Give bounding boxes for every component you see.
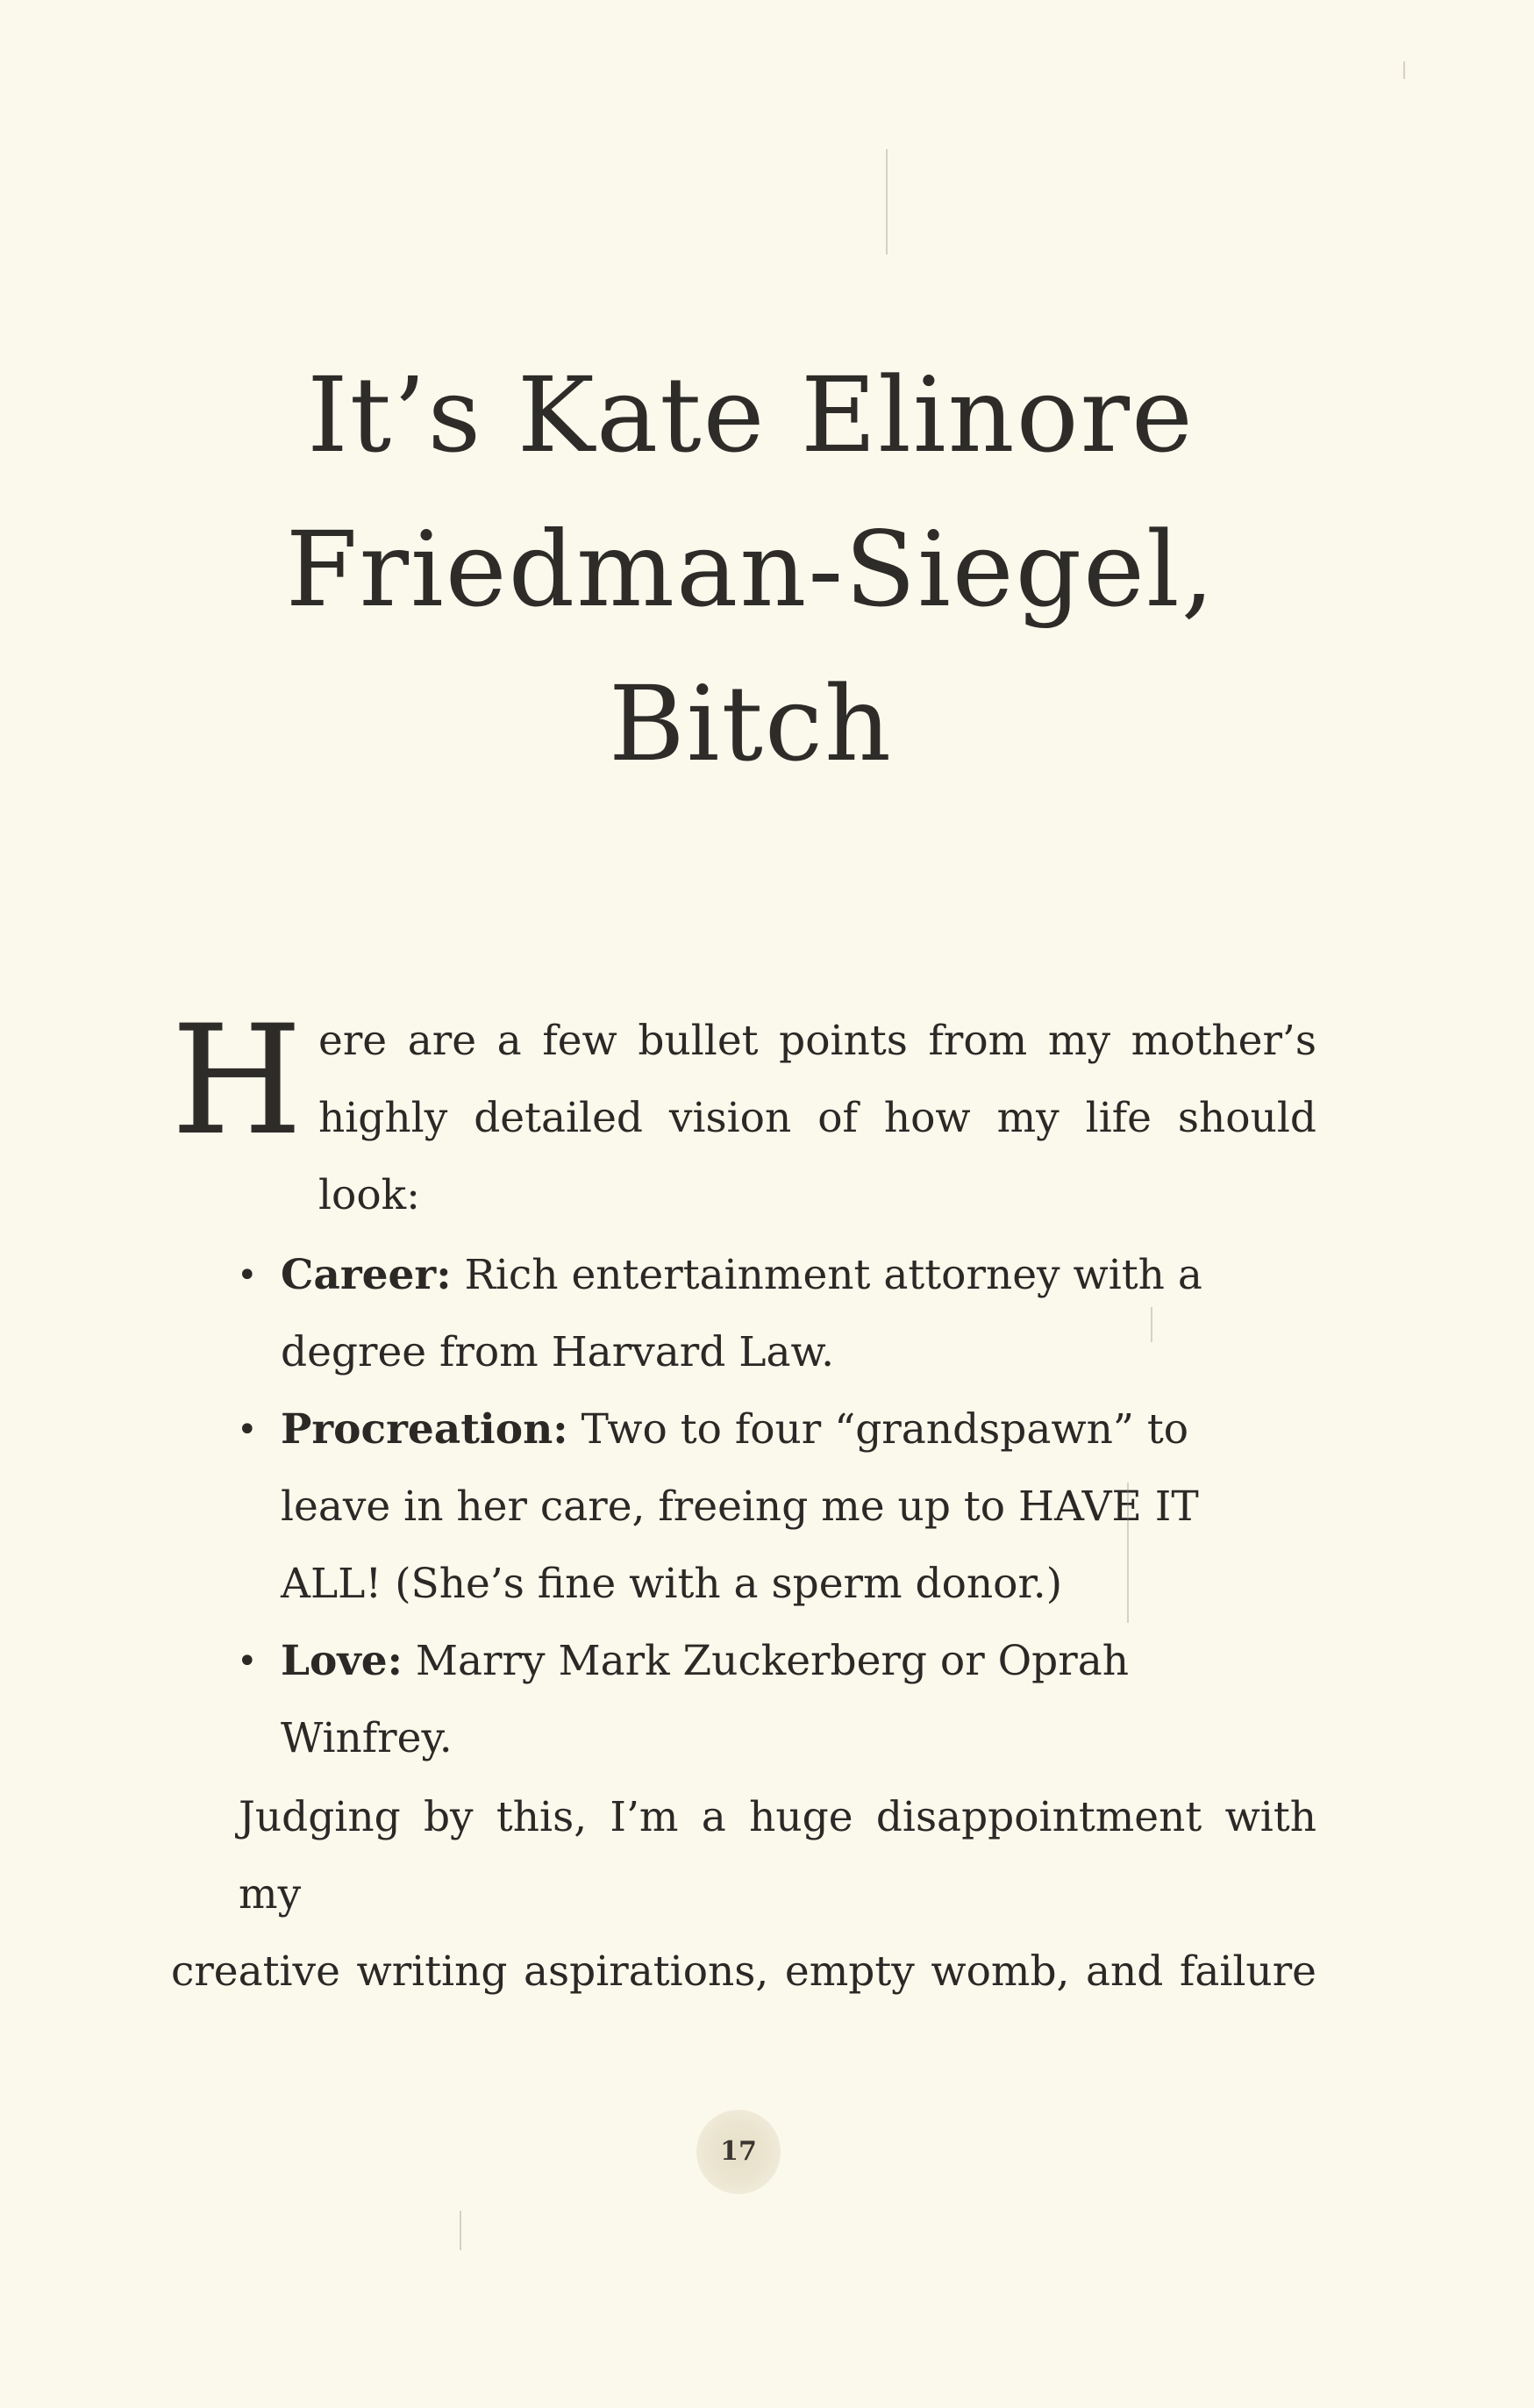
bullet-text: Rich entertainment attorney with a degree from Harvard Law. xyxy=(281,1251,1202,1376)
paper-speck xyxy=(886,149,888,254)
bullet-item-procreation xyxy=(237,1391,1254,1623)
intro-paragraph xyxy=(171,992,1316,1219)
paper-speck xyxy=(1403,61,1405,79)
bullet-text: Marry Mark Zuckerberg or Oprah Winfrey. xyxy=(281,1637,1129,1762)
bullet-item-love xyxy=(237,1623,1254,1777)
bullet-label: Love: xyxy=(281,1637,403,1685)
chapter-title-line: It’s Kate Elinore xyxy=(307,354,1195,475)
intro-line: ere are a few bullet points from my mother’s xyxy=(318,1017,1316,1065)
paper-speck xyxy=(1127,1483,1129,1623)
paper-speck xyxy=(460,2211,461,2250)
bullet-text: Two to four “grandspawn” to leave in her care, freeing me up to HAVE IT ALL! (She’s fine with a sperm donor.) xyxy=(281,1405,1199,1608)
paper-speck xyxy=(1151,1307,1152,1342)
bullet-icon: • xyxy=(237,1255,258,1296)
drop-cap: H xyxy=(171,992,303,1168)
bullet-icon: • xyxy=(237,1641,258,1682)
bullet-icon: • xyxy=(237,1410,258,1450)
chapter-title-line: Friedman-Siegel, xyxy=(285,509,1216,630)
closing-paragraph xyxy=(171,1779,1316,2011)
closing-line: Judging by this, I’m a huge disappointment with my xyxy=(239,1793,1316,1919)
bullet-label: Procreation: xyxy=(281,1405,568,1454)
page-number: 17 xyxy=(696,2110,781,2194)
bullet-list xyxy=(237,1237,1254,1777)
intro-line: highly detailed vision of how my life should look: xyxy=(318,1094,1316,1219)
closing-line: creative writing aspirations, empty womb, and failure xyxy=(171,1947,1316,1996)
chapter-title-line: Bitch xyxy=(609,663,893,784)
chapter-title xyxy=(0,338,1502,801)
bullet-label: Career: xyxy=(281,1251,452,1299)
bullet-item-career xyxy=(237,1237,1254,1391)
